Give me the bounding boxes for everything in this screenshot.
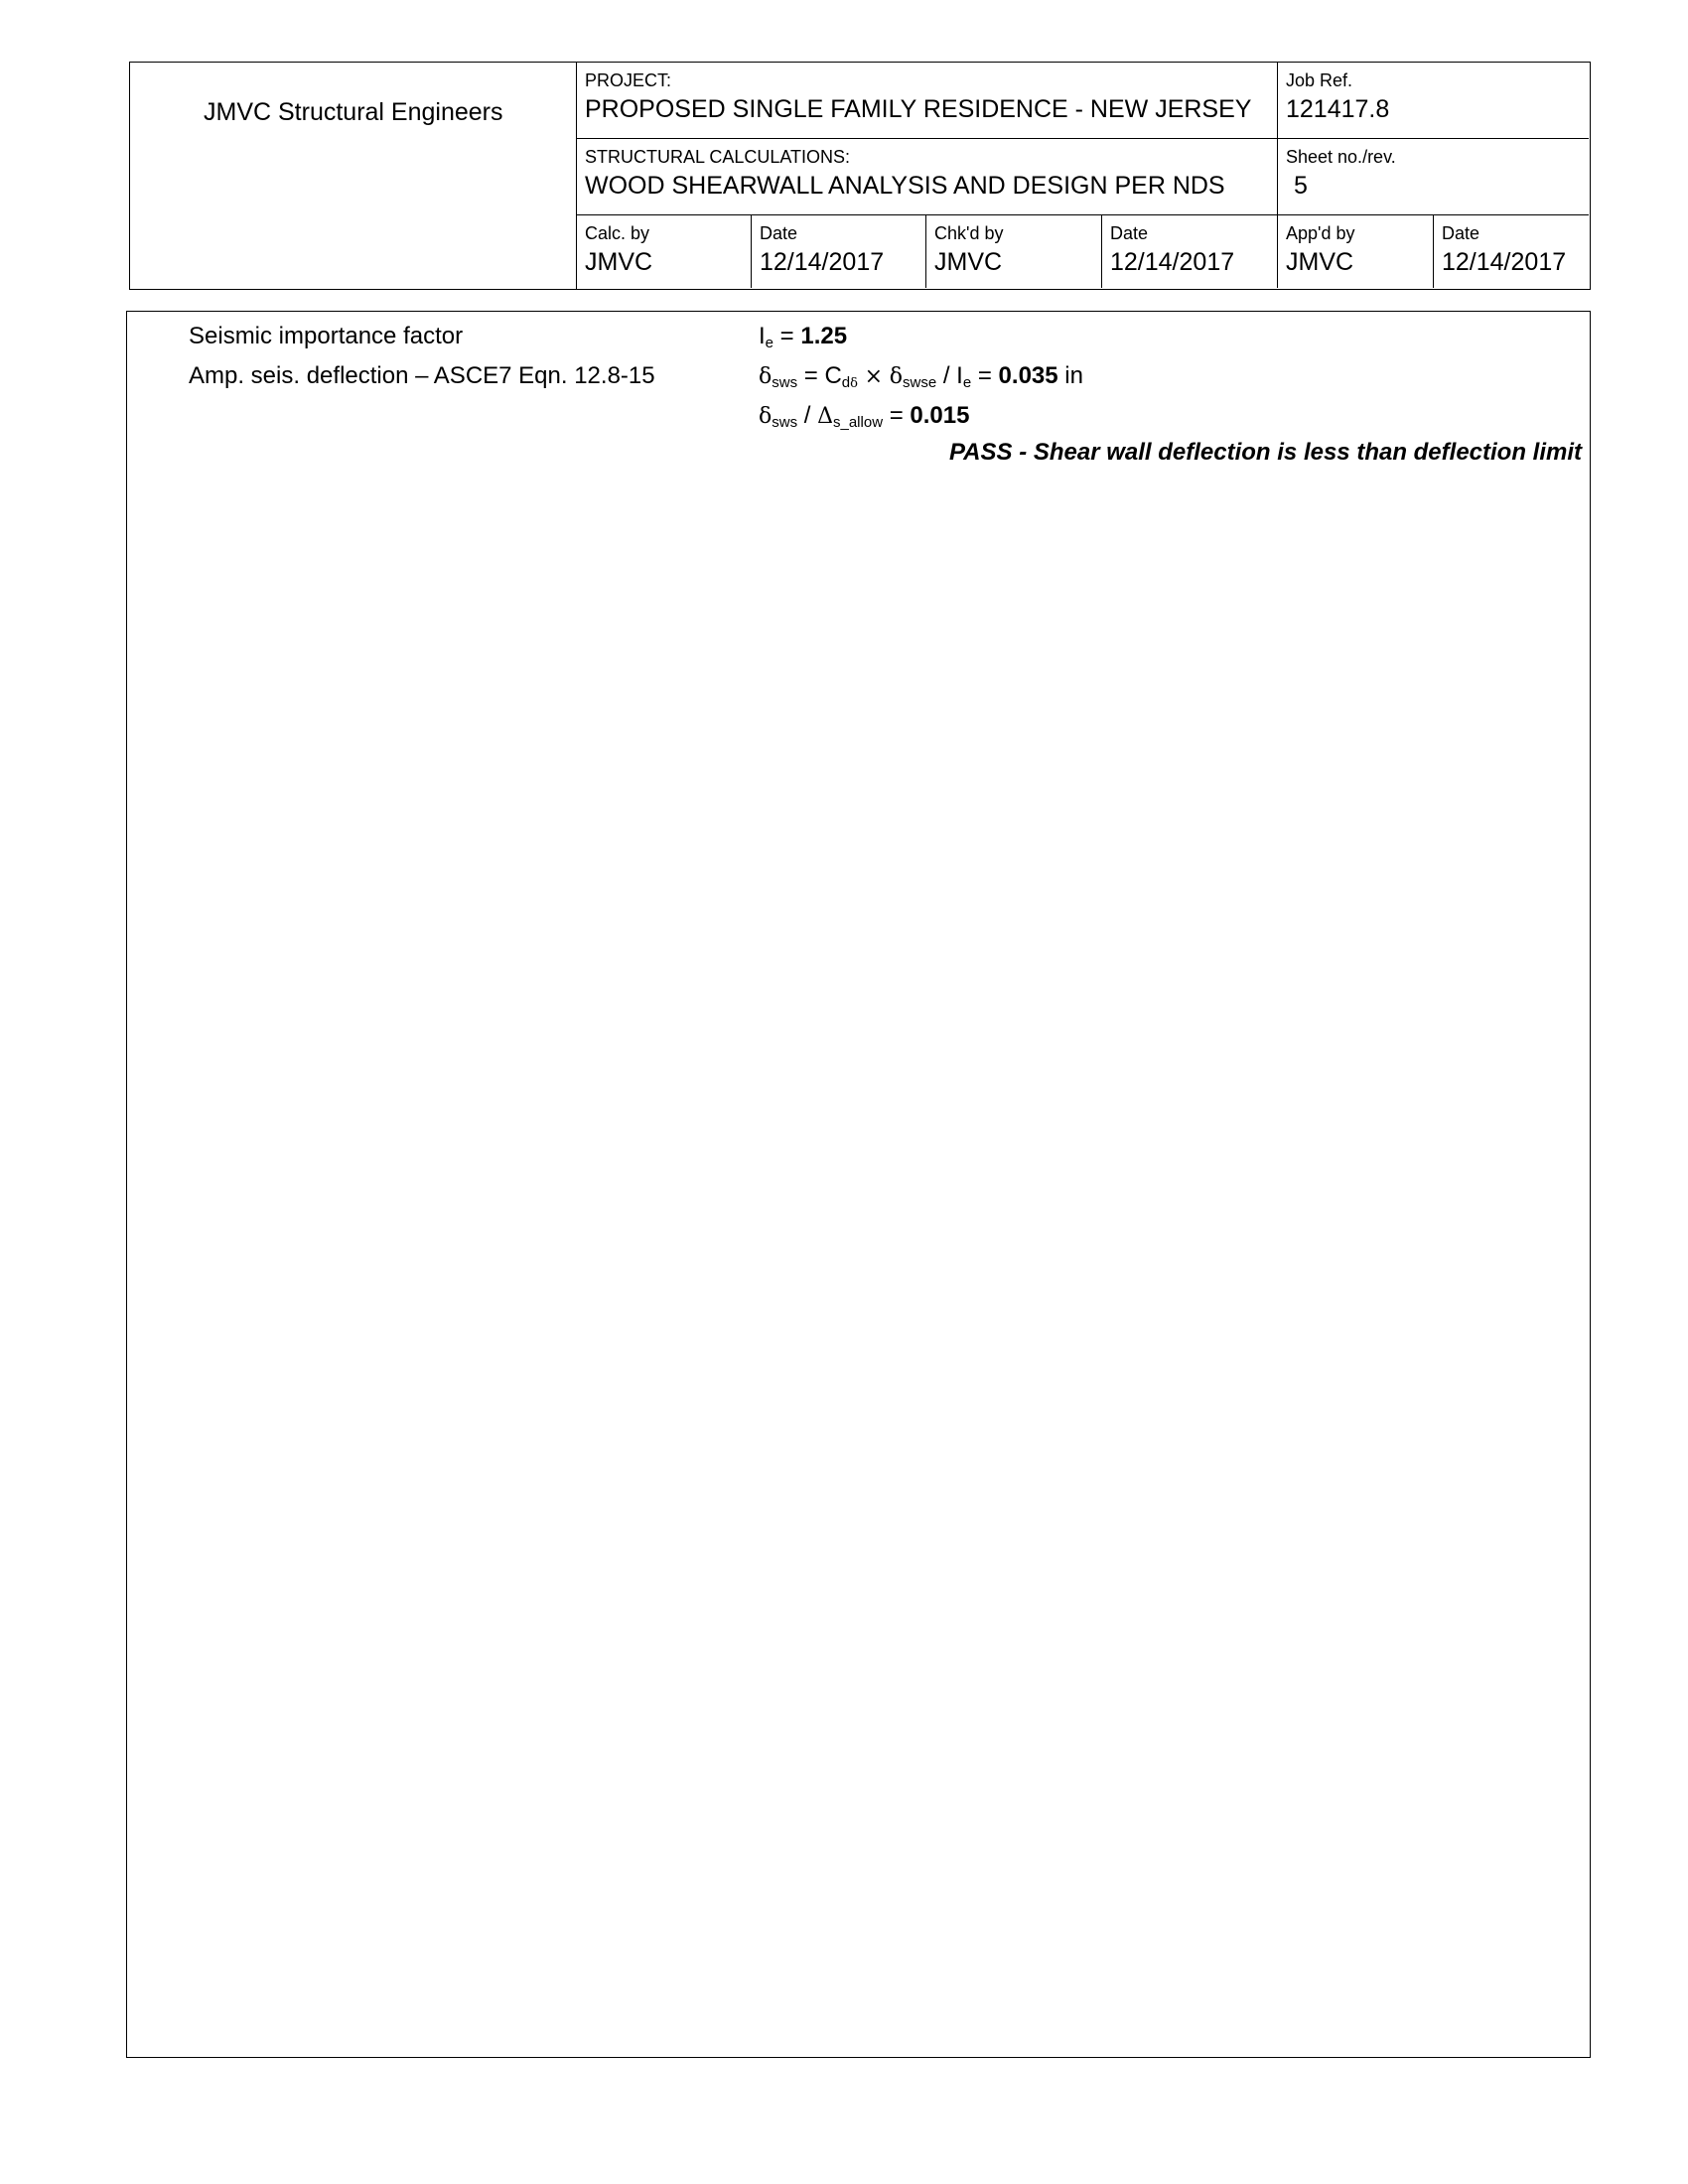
- calcs-label: STRUCTURAL CALCULATIONS:: [585, 147, 851, 167]
- sheet-cell: [1278, 139, 1589, 215]
- project-cell: [577, 63, 1278, 139]
- job-ref-cell: [1278, 63, 1589, 139]
- appd-by-label: App'd by: [1286, 223, 1355, 243]
- appd-date-label: Date: [1442, 223, 1480, 243]
- seismic-importance-formula: $I_e = 1.25$: [759, 323, 848, 351]
- calc-by-value: JMVC: [585, 248, 653, 276]
- calc-date-label: Date: [760, 223, 798, 243]
- project-value: PROPOSED SINGLE FAMILY RESIDENCE - NEW JERSEY: [585, 95, 1252, 123]
- chkd-date-value: 12/14/2017: [1110, 248, 1235, 276]
- company-cell: [130, 63, 577, 289]
- sheet-label: Sheet no./rev.: [1286, 147, 1396, 167]
- appd-date-cell: [1434, 215, 1589, 288]
- amp-deflection-value: 0.035: [998, 362, 1058, 389]
- calcs-value: WOOD SHEARWALL ANALYSIS AND DESIGN PER NDS: [585, 172, 1225, 200]
- chkd-by-label: Chk'd by: [934, 223, 1004, 243]
- chkd-date-label: Date: [1110, 223, 1149, 243]
- pass-message: PASS - Shear wall deflection is less than deflection limit: [948, 439, 1582, 466]
- appd-date-value: 12/14/2017: [1442, 248, 1567, 276]
- seismic-importance-label: Seismic importance factor: [189, 323, 464, 349]
- job-ref-label: Job Ref.: [1286, 70, 1353, 90]
- calc-by-label: Calc. by: [585, 223, 650, 243]
- calc-date-value: 12/14/2017: [760, 248, 885, 276]
- amp-deflection-formula: $\delta_{sws} = C_{d\delta} \times \delta_{swse} / I_e = 0.035$ in: [759, 362, 1083, 391]
- calc-by-cell: [577, 215, 752, 288]
- title-block: [129, 62, 1591, 290]
- deflection-ratio-value: 0.015: [910, 402, 970, 429]
- amp-deflection-unit: in: [1064, 362, 1083, 389]
- chkd-by-cell: [926, 215, 1102, 288]
- calcs-cell: [577, 139, 1278, 215]
- sheet-value: 5: [1294, 172, 1308, 200]
- deflection-ratio-formula: $\delta_{sws} / \Delta_{s\_allow} = 0.015$: [759, 402, 970, 431]
- calc-date-cell: [752, 215, 926, 288]
- appd-by-value: JMVC: [1286, 248, 1354, 276]
- chkd-date-cell: [1102, 215, 1278, 288]
- chkd-by-value: JMVC: [934, 248, 1003, 276]
- company-name: JMVC Structural Engineers: [204, 98, 503, 126]
- seismic-importance-value: 1.25: [800, 323, 848, 349]
- calculation-frame: [126, 311, 1591, 2058]
- project-label: PROJECT:: [585, 70, 672, 90]
- job-ref-value: 121417.8: [1286, 95, 1390, 123]
- amp-deflection-label: Amp. seis. deflection – ASCE7 Eqn. 12.8-15: [189, 362, 655, 389]
- appd-by-cell: [1278, 215, 1434, 288]
